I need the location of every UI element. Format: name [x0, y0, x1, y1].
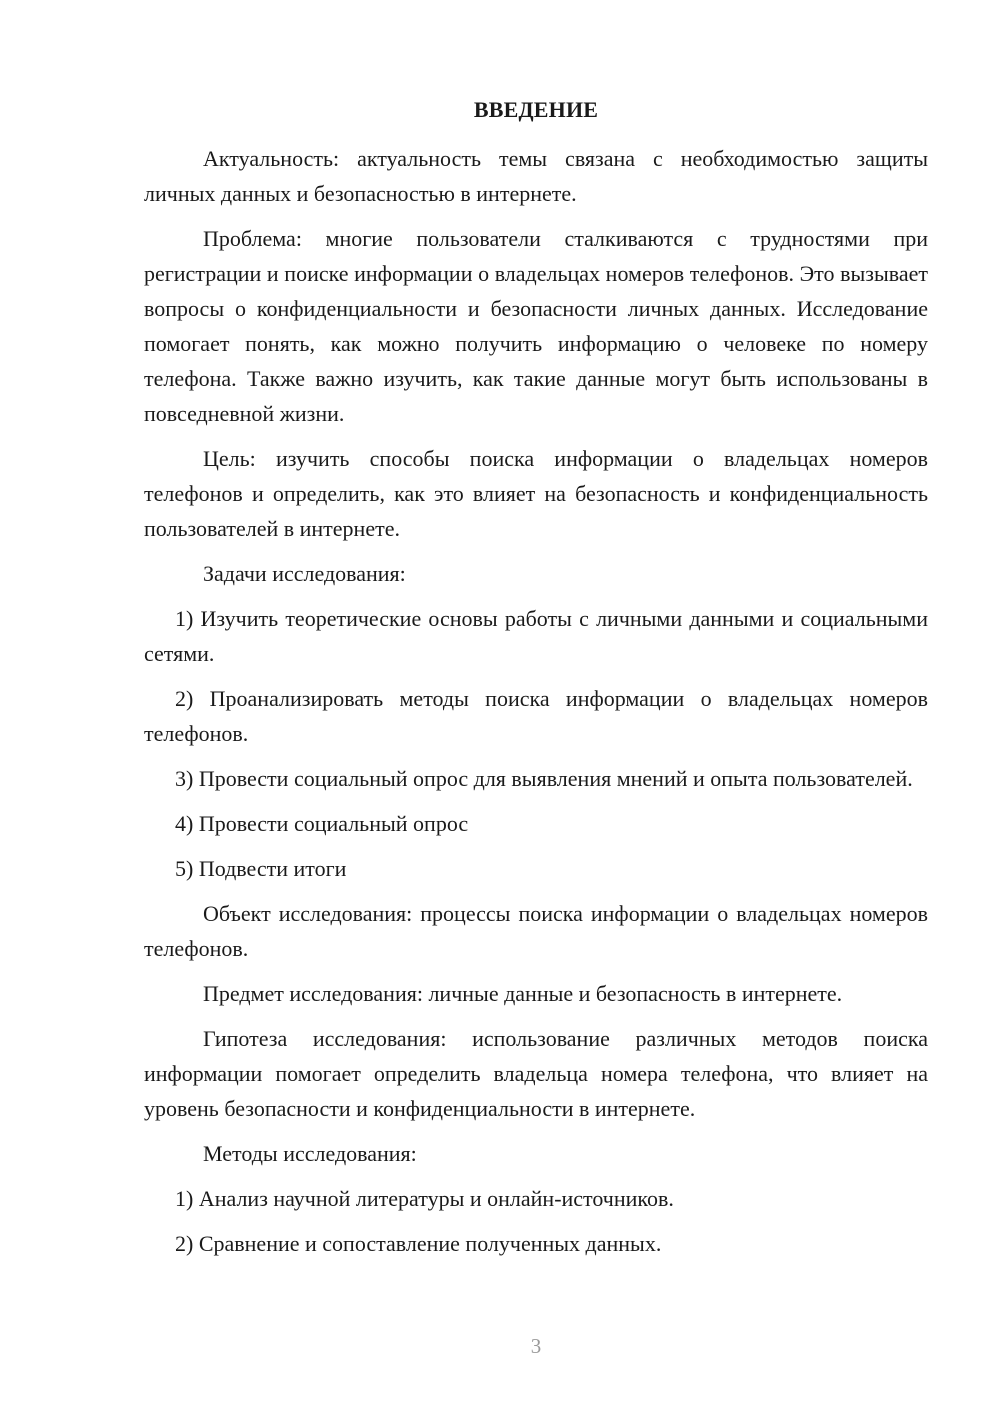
document-page [144, 95, 928, 1271]
method-item-2: 2) Сравнение и сопоставление полученных данных. [175, 1231, 662, 1256]
paragraph-problem: Проблема: многие пользователи сталкиваются с трудностями при регистрации и поиске информации о владельцах номеров телефонов. Это вызывает вопросы о конфиденциальности и безопасности личных данных. Исследование помогает понять, как можно получить информацию о человеке по номеру телефона. Также важно изучить, как такие данные могут быть использованы в повседневной жизни. [144, 226, 928, 426]
task-item-2: 2) Проанализировать методы поиска информации о владельцах номеров телефонов. [144, 686, 928, 746]
page-number: 3 [530, 1334, 542, 1358]
task-item-5: 5) Подвести итоги [175, 856, 347, 881]
task-item-3: 3) Провести социальный опрос для выявления мнений и опыта пользователей. [175, 766, 913, 791]
paragraph-tasks-heading: Задачи исследования: [203, 561, 406, 586]
paragraph-relevance: Актуальность: актуальность темы связана с необходимостью защиты личных данных и безопасностью в интернете. [144, 146, 928, 206]
paragraph-hypothesis: Гипотеза исследования: использование различных методов поиска информации помогает определить владельца номера телефона, что влияет на уровень безопасности и конфиденциальности в интернете. [144, 1026, 928, 1121]
task-item-4: 4) Провести социальный опрос [175, 811, 469, 836]
paragraph-goal: Цель: изучить способы поиска информации о владельцах номеров телефонов и определить, как это влияет на безопасность и конфиденциальность пользователей в интернете. [144, 446, 928, 541]
paragraph-methods-heading: Методы исследования: [203, 1141, 417, 1166]
paragraph-subject: Предмет исследования: личные данные и безопасность в интернете. [203, 981, 843, 1006]
task-item-1: 1) Изучить теоретические основы работы с личными данными и социальными сетями. [144, 606, 928, 666]
page-title: ВВЕДЕНИЕ [473, 97, 599, 122]
paragraph-object: Объект исследования: процессы поиска информации о владельцах номеров телефонов. [144, 901, 928, 961]
method-item-1: 1) Анализ научной литературы и онлайн-источников. [175, 1186, 674, 1211]
